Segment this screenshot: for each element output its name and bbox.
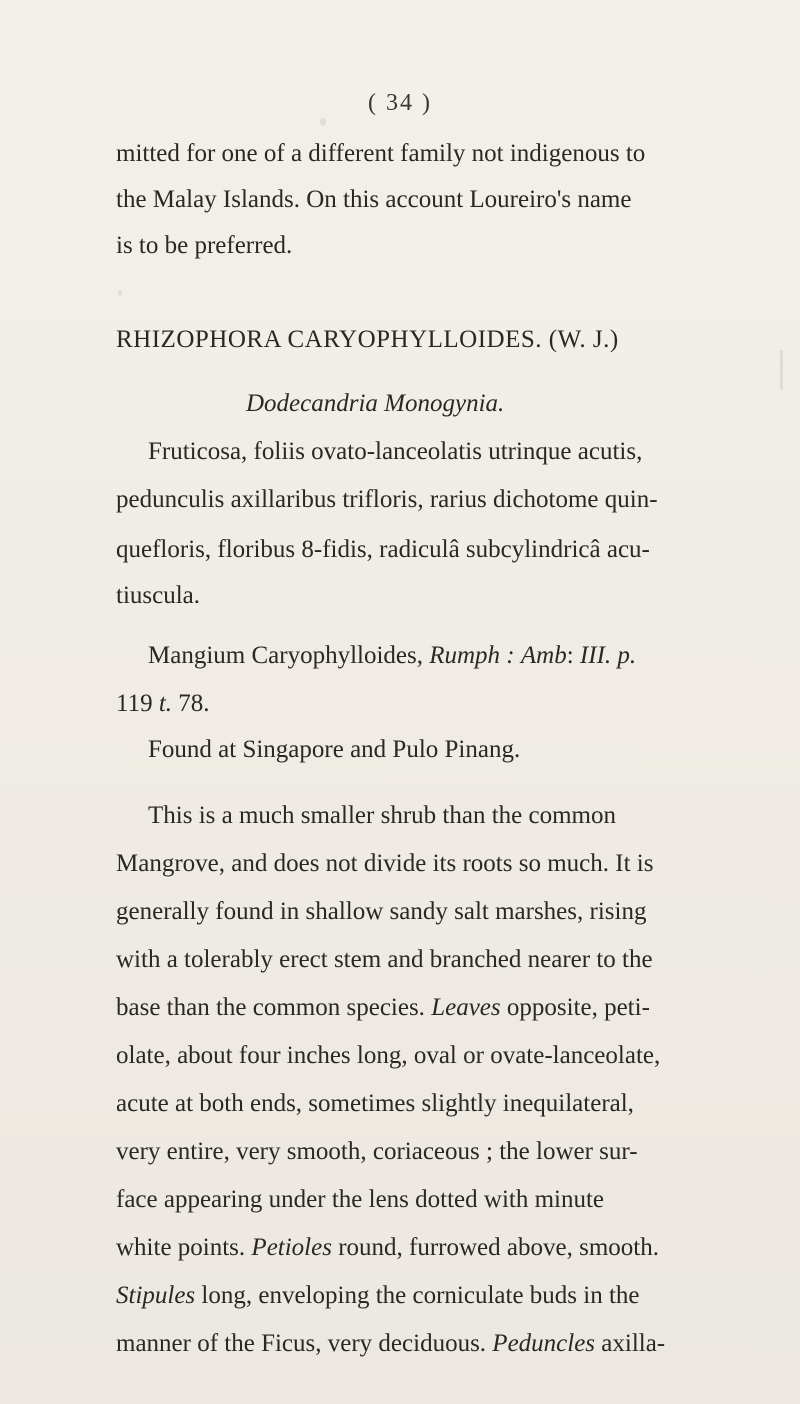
synonym-author: Rumph :: [429, 642, 515, 669]
text-segment: round, furrowed above, smooth.: [338, 1234, 659, 1261]
synonym-volume: III. p.: [579, 642, 637, 669]
text-line: [116, 1234, 659, 1262]
locality-line: Found at Singapore and Pulo Pinang.: [148, 736, 521, 763]
text-segment: long, enveloping the corniculate buds in the: [201, 1282, 640, 1309]
text-line: with a tolerably erect stem and branched nearer to the: [116, 946, 653, 973]
synonym-page: 119: [116, 690, 153, 717]
species-heading: RHIZOPHORA CARYOPHYLLOIDES. (W. J.): [116, 326, 619, 353]
text-line: [116, 1282, 640, 1310]
text-line: acute at both ends, sometimes slightly inequilateral,: [116, 1090, 634, 1117]
synonym-tab-label: t.: [158, 690, 173, 717]
text-segment: white points.: [116, 1234, 246, 1261]
term-petioles: Petioles: [251, 1234, 332, 1261]
text-line: olate, about four inches long, oval or ovate-lanceolate,: [116, 1042, 661, 1069]
text-line: [116, 994, 650, 1022]
text-line: Mangrove, and does not divide its roots so much. It is: [116, 850, 654, 877]
text-line: very entire, very smooth, coriaceous ; the lower sur-: [116, 1138, 638, 1165]
term-stipules: Stipules: [116, 1282, 196, 1309]
text-line: face appearing under the lens dotted with minute: [116, 1186, 605, 1213]
term-leaves: Leaves: [431, 994, 501, 1021]
text-line: generally found in shallow sandy salt marshes, rising: [116, 898, 647, 925]
text-line: Fruticosa, foliis ovato-lanceolatis utrinque acutis,: [148, 438, 643, 465]
text-line: [116, 1330, 665, 1358]
page-number: ( 34 ): [368, 90, 432, 116]
term-peduncles: Peduncles: [492, 1330, 596, 1357]
synonym-line-2: [116, 690, 210, 718]
text-line: is to be preferred.: [116, 232, 293, 259]
text-segment: axilla-: [601, 1330, 666, 1357]
paper-edge-mark: [780, 350, 783, 390]
text-line: the Malay Islands. On this account Loureiro's name: [116, 186, 632, 213]
paper-speck: [320, 118, 326, 126]
classification: Dodecandria Monogynia.: [246, 390, 505, 417]
text-segment: opposite, peti-: [506, 994, 650, 1021]
text-line: pedunculis axillaribus trifloris, rarius dichotome quin-: [116, 486, 658, 513]
text-segment: manner of the Ficus, very deciduous.: [116, 1330, 487, 1357]
text-line: tiuscula.: [116, 582, 201, 609]
synonym-text: Mangium Caryophylloides,: [148, 642, 423, 669]
text-line: quefloris, floribus 8-fidis, radiculâ subcylindricâ acu-: [116, 536, 650, 563]
synonym-work: Amb: [520, 642, 567, 669]
paper-speck: [118, 290, 122, 296]
text-line: mitted for one of a different family not indigenous to: [116, 140, 646, 167]
synonym-line: Mangium Caryophylloides, Rumph : Amb: III. p.: [148, 642, 637, 669]
synonym-tab: 78.: [178, 690, 210, 717]
text-line: This is a much smaller shrub than the common: [148, 802, 616, 829]
text-segment: base than the common species.: [116, 994, 425, 1021]
